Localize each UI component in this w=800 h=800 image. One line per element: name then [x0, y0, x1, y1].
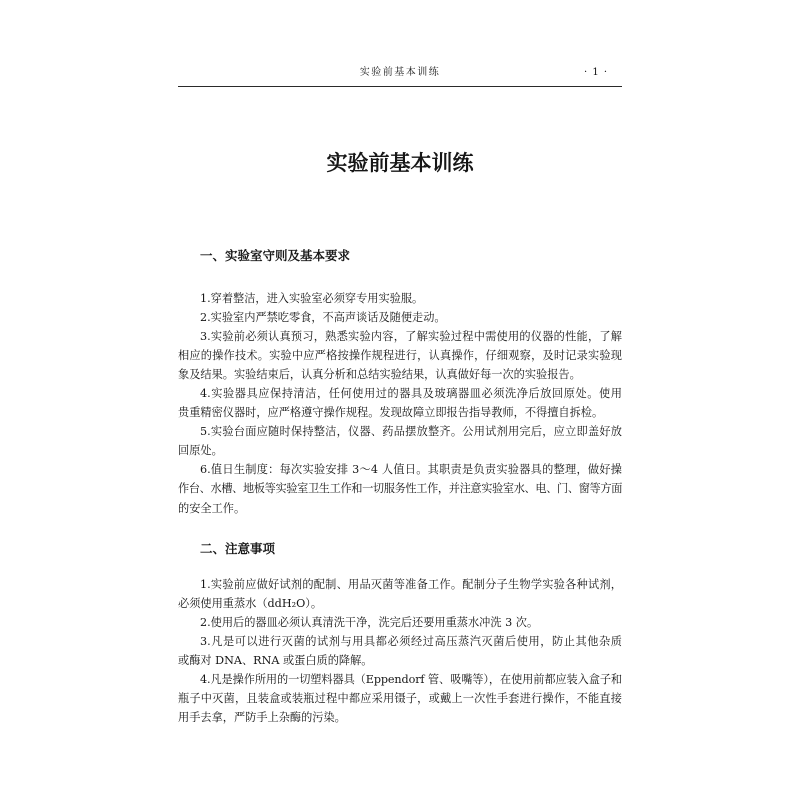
paragraph-line: 的安全工作。	[178, 501, 246, 515]
paragraph-line: 4.实验器具应保持清洁，任何使用过的器具及玻璃器皿必须洗净后放回原处。使用	[200, 386, 622, 400]
section-heading: 二、注意事项	[200, 541, 276, 556]
paragraph	[178, 384, 622, 422]
running-header-title: 实验前基本训练	[359, 67, 441, 78]
paragraph-line: 1.实验前应做好试剂的配制、用品灭菌等准备工作。配制分子生物学实验各种试剂，	[200, 577, 622, 591]
paragraph-line: 用手去拿，严防手上杂酶的污染。	[178, 711, 346, 725]
paragraph-line: 瓶子中灭菌，且装盒或装瓶过程中都应采用镊子，或戴上一次性手套进行操作，不能直接	[178, 692, 622, 706]
paragraph	[178, 327, 622, 384]
paragraph-line: 1.穿着整洁，进入实验室必须穿专用实验服。	[200, 291, 424, 305]
paragraph-line: 2.实验室内严禁吃零食，不高声谈话及随便走动。	[200, 310, 446, 324]
page-title: 实验前基本训练	[326, 151, 474, 175]
header-rule	[178, 86, 622, 87]
page-number: · 1 ·	[584, 67, 609, 78]
paragraph-line: 象及结果。实验结束后，认真分析和总结实验结果，认真做好每一次的实验报告。	[178, 367, 581, 381]
paragraph	[178, 670, 622, 727]
paragraph	[178, 632, 622, 670]
paragraph	[178, 289, 622, 308]
section-body	[178, 289, 622, 518]
paragraph-line: 3.实验前必须认真预习，熟悉实验内容，了解实验过程中需使用的仪器的性能，了解	[200, 329, 622, 343]
paragraph	[178, 308, 622, 327]
section-heading: 一、实验室守则及基本要求	[200, 248, 351, 263]
paragraph	[178, 575, 622, 613]
paragraph-line: 2.使用后的器皿必须认真清洗干净，洗完后还要用重蒸水冲洗 3 次。	[200, 615, 539, 629]
paragraph-line: 必须使用重蒸水（ddH₂O）。	[178, 596, 323, 610]
paragraph-line: 或酶对 DNA、RNA 或蛋白质的降解。	[178, 653, 373, 667]
paragraph-line: 4.凡是操作所用的一切塑料器具（Eppendorf 管、吸嘴等），在使用前都应装入盒子和	[200, 672, 622, 686]
paragraph-line: 相应的操作技术。实验中应严格按操作规程进行，认真操作，仔细观察，及时记录实验现	[178, 348, 622, 362]
section-body	[178, 575, 622, 728]
paragraph	[178, 460, 622, 517]
paragraph-line: 5.实验台面应随时保持整洁，仪器、药品摆放整齐。公用试剂用完后，应立即盖好放	[200, 425, 622, 439]
paragraph	[178, 613, 622, 632]
paragraph-line: 贵重精密仪器时，应严格遵守操作规程。发现故障立即报告指导教师，不得擅自拆检。	[178, 406, 604, 420]
paragraph-line: 作台、水槽、地板等实验室卫生工作和一切服务性工作，并注意实验室水、电、门、窗等方面	[178, 482, 622, 496]
paragraph-line: 回原处。	[178, 444, 223, 458]
paragraph	[178, 422, 622, 460]
paragraph-line: 3.凡是可以进行灭菌的试剂与用具都必须经过高压蒸汽灭菌后使用，防止其他杂质	[200, 634, 622, 648]
paragraph-line: 6.值日生制度：每次实验安排 3～4 人值日。其职责是负责实验器具的整理，做好操	[200, 463, 622, 477]
